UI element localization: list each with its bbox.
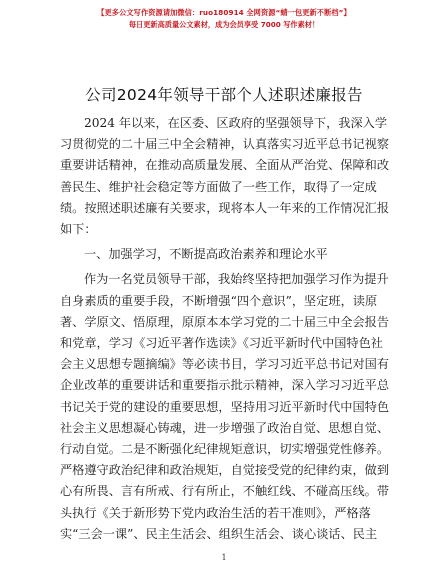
intro-line: 重要讲话精神，在推动高质量发展、全面从严治党、保障和改 (60, 158, 390, 173)
document-body (60, 113, 390, 545)
section-line: 心有所畏、言有所戒、行有所止，不触红线、不碰高压线。带 (60, 484, 390, 499)
section-line: 著、学原文、悟原理，原原本本学习党的二十届三中全会报告 (60, 314, 390, 329)
promo-banner-line-2: 每日更新高质量公文素材，成为会员享受 7000 写作素材！ (128, 20, 320, 29)
section-line: 实“三会一课”、民主生活会、组织生活会、谈心谈话、民主 (60, 526, 378, 541)
intro-line: 绩。按照述职述廉有关要求，现将本人一年来的工作情况汇报 (60, 200, 390, 215)
section-line: 社会主义思想凝心铸魂，进一步增强了政治自觉、思想自觉、 (60, 420, 390, 435)
promo-banner-line-1: 【更多公文写作资源请加微信：ruo180914 全网资源“蜻一包更新不断档”】 (97, 8, 351, 17)
section-line: 头执行《关于新形势下党内政治生活的若干准则》，严格落 (60, 505, 371, 520)
section-line: 书记关于党的建设的重要思想，坚持用习近平新时代中国特色 (60, 399, 390, 414)
section-line: 自身素质的重要手段，不断增强“四个意识”，坚定班，读原 (60, 293, 378, 308)
section-heading: 一、加强学习，不断提高政治素养和理论水平 (84, 247, 328, 262)
section-line: 作为一名党员领导干部，我始终坚持把加强学习作为提升 (84, 272, 389, 287)
intro-line: 如下： (60, 222, 97, 237)
section-line: 严格遵守政治纪律和政治规矩，自觉接受党的纪律约束，做到 (60, 463, 390, 478)
intro-line: 2024 年以来，在区委、区政府的坚强领导下，我深入学 (84, 116, 388, 130)
section-line: 和党章，学习《习近平著作选读》《习近平新时代中国特色社 (60, 336, 383, 351)
intro-line: 善民生、维护社会稳定等方面做了一些工作，取得了一定成 (60, 179, 377, 194)
intro-paragraph (60, 113, 390, 240)
section-line: 行动自觉。二是不断强化纪律规矩意识，切实增强党性修养。 (60, 442, 390, 457)
section-line: 会主义思想专题摘编》等必读书目，学习习近平总书记对国有 (60, 357, 390, 372)
section-line: 企业改革的重要讲话和重要指示批示精神，深入学习习近平总 (60, 378, 390, 393)
document-title: 公司2024年领导干部个人述职述廉报告 (85, 86, 363, 104)
section-1-paragraph (60, 269, 390, 545)
page-number: 1 (221, 553, 227, 562)
promo-banner (0, 7, 448, 30)
intro-line: 习贯彻党的二十届三中全会精神，认真落实习近平总书记视察 (60, 137, 390, 152)
